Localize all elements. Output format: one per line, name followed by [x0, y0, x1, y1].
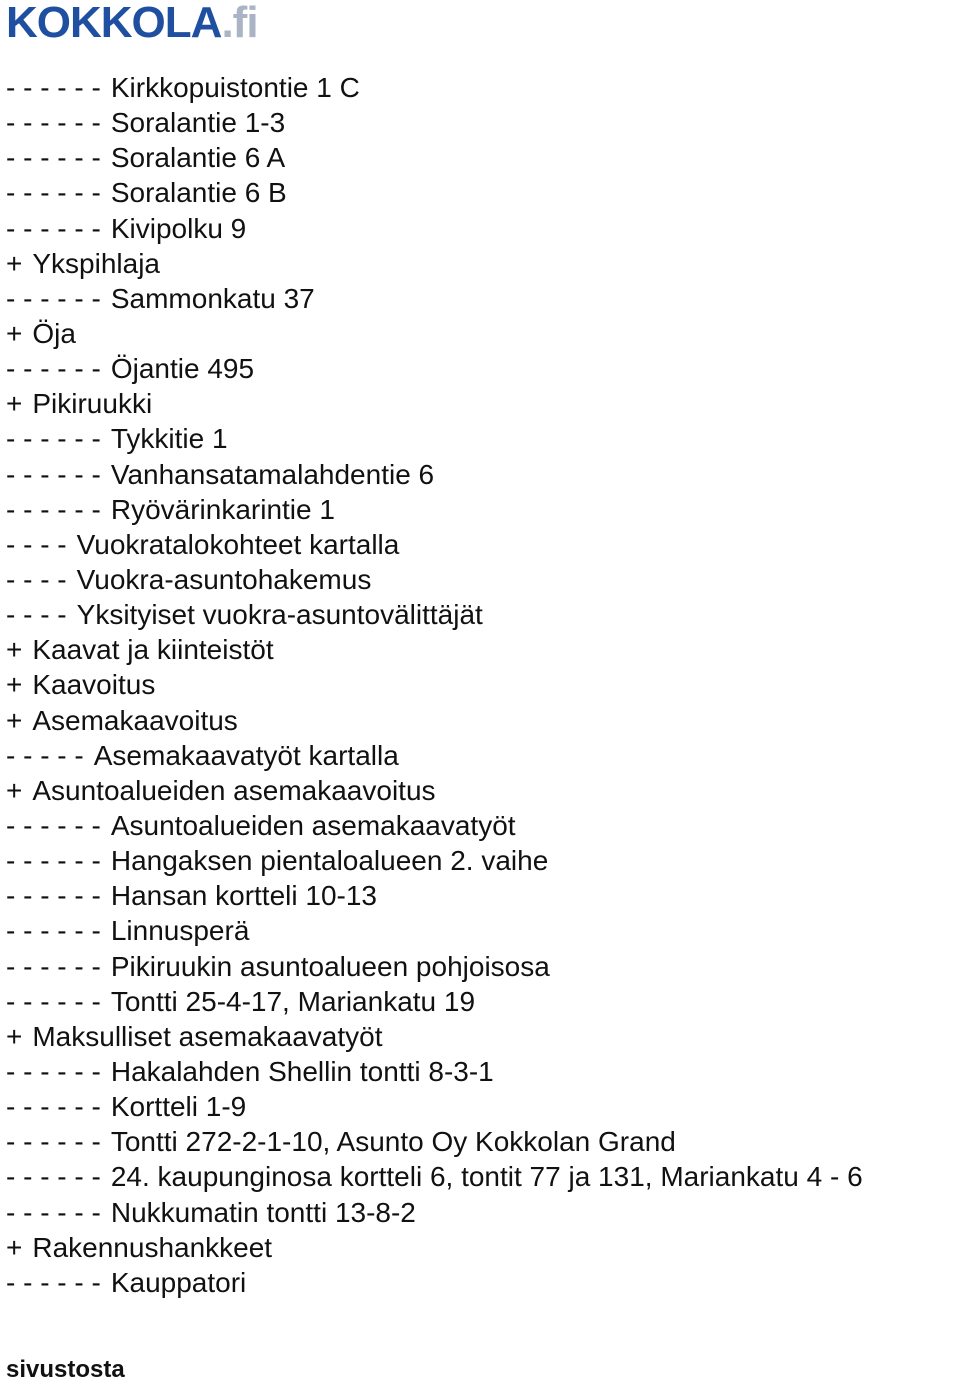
tree-level-marker: + — [6, 669, 23, 701]
tree-level-marker: + — [6, 774, 23, 806]
sitemap-item-link[interactable]: Vanhansatamalahdentie 6 — [110, 458, 435, 490]
sitemap-item-link[interactable]: Ryövärinkarintie 1 — [110, 493, 335, 525]
footer-link-sivustosta[interactable]: sivustosta — [6, 1356, 125, 1383]
sitemap-item-link[interactable]: Tykkitie 1 — [110, 423, 228, 455]
tree-level-marker: - - - - - - — [6, 458, 101, 490]
tree-level-marker: - - - - - - — [6, 915, 101, 947]
logo-brand-text: KOKKOLA — [6, 0, 222, 47]
sitemap-item-link[interactable]: Nukkumatin tontti 13-8-2 — [110, 1196, 416, 1228]
sitemap-item[interactable] — [6, 1054, 863, 1089]
sitemap-item-link[interactable]: Soralantie 6 B — [110, 177, 287, 209]
sitemap-item[interactable] — [6, 246, 863, 281]
kokkola-logo[interactable] — [6, 1, 258, 45]
tree-level-marker: + — [6, 388, 23, 420]
tree-level-marker: + — [6, 1020, 23, 1052]
sitemap-item[interactable] — [6, 527, 863, 562]
tree-level-marker: - - - - - - — [6, 423, 101, 455]
sitemap-item-link[interactable]: Hangaksen pientaloalueen 2. vaihe — [110, 845, 549, 877]
sitemap-item[interactable] — [6, 281, 863, 316]
sitemap-item-link[interactable]: Asemakaavatyöt kartalla — [93, 739, 399, 771]
sitemap-item[interactable] — [6, 457, 863, 492]
sitemap-item[interactable] — [6, 773, 863, 808]
sitemap-item[interactable] — [6, 562, 863, 597]
sitemap-item[interactable] — [6, 703, 863, 738]
sitemap-item-link[interactable]: Kortteli 1-9 — [110, 1091, 247, 1123]
sitemap-item-link[interactable]: Hansan kortteli 10-13 — [110, 880, 377, 912]
tree-level-marker: - - - - - - — [6, 880, 101, 912]
sitemap-item[interactable] — [6, 667, 863, 702]
sitemap-item-link[interactable]: Asuntoalueiden asemakaavatyöt — [110, 809, 516, 841]
sitemap-item-link[interactable]: Kaavat ja kiinteistöt — [32, 634, 274, 666]
sitemap-item-link[interactable]: Maksulliset asemakaavatyöt — [32, 1020, 383, 1052]
tree-level-marker: - - - - - - — [6, 1161, 101, 1193]
sitemap-item-link[interactable]: Pikiruukki — [32, 388, 153, 420]
sitemap-item[interactable] — [6, 1089, 863, 1124]
tree-level-marker: - - - - - - — [6, 353, 101, 385]
sitemap-item-link[interactable]: Kaavoitus — [32, 669, 156, 701]
sitemap-item-link[interactable]: 24. kaupunginosa kortteli 6, tontit 77 ja 131, Mariankatu 4 - 6 — [110, 1161, 863, 1193]
sitemap-item[interactable] — [6, 808, 863, 843]
sitemap-item-link[interactable]: Soralantie 1-3 — [110, 107, 286, 139]
sitemap-item-link[interactable]: Öja — [32, 317, 76, 349]
tree-level-marker: + — [6, 634, 23, 666]
tree-level-marker: + — [6, 704, 23, 736]
sitemap-item-link[interactable]: Tontti 25-4-17, Mariankatu 19 — [110, 985, 476, 1017]
sitemap-item[interactable] — [6, 211, 863, 246]
sitemap-item[interactable] — [6, 1230, 863, 1265]
sitemap-item-link[interactable]: Öjantie 495 — [110, 353, 255, 385]
sitemap-item[interactable] — [6, 1265, 863, 1300]
tree-level-marker: - - - - — [6, 528, 67, 560]
tree-level-marker: - - - - - - — [6, 845, 101, 877]
sitemap-item[interactable] — [6, 492, 863, 527]
sitemap-item[interactable] — [6, 738, 863, 773]
sitemap-item[interactable] — [6, 597, 863, 632]
tree-level-marker: - - - - - - — [6, 1266, 101, 1298]
sitemap-item[interactable] — [6, 175, 863, 210]
logo-tld-text: .fi — [221, 0, 258, 47]
sitemap-item-link[interactable]: Pikiruukin asuntoalueen pohjoisosa — [110, 950, 550, 982]
tree-level-marker: - - - - — [6, 563, 67, 595]
sitemap-item-link[interactable]: Tontti 272-2-1-10, Asunto Oy Kokkolan Grand — [110, 1126, 676, 1158]
sitemap-item[interactable] — [6, 984, 863, 1019]
tree-level-marker: + — [6, 317, 23, 349]
sitemap-item-link[interactable]: Vuokra-asuntohakemus — [76, 563, 372, 595]
sitemap-item-link[interactable]: Kirkkopuistontie 1 C — [110, 72, 360, 103]
sitemap-item-link[interactable]: Hakalahden Shellin tontti 8-3-1 — [110, 1055, 494, 1087]
sitemap-item-link[interactable]: Ykspihlaja — [32, 247, 160, 279]
tree-level-marker: + — [6, 1231, 23, 1263]
sitemap-item[interactable] — [6, 140, 863, 175]
sitemap-item[interactable] — [6, 351, 863, 386]
sitemap-item[interactable] — [6, 949, 863, 984]
sitemap-list — [6, 70, 863, 1300]
tree-level-marker: - - - - - — [6, 739, 84, 771]
tree-level-marker: - - - - - - — [6, 809, 101, 841]
sitemap-item-link[interactable]: Rakennushankkeet — [32, 1231, 273, 1263]
tree-level-marker: - - - - - - — [6, 142, 101, 174]
tree-level-marker: - - - - — [6, 599, 67, 631]
sitemap-item[interactable] — [6, 878, 863, 913]
tree-level-marker: - - - - - - — [6, 177, 101, 209]
sitemap-item-link[interactable]: Vuokratalokohteet kartalla — [76, 528, 400, 560]
sitemap-item[interactable] — [6, 1195, 863, 1230]
sitemap-item[interactable] — [6, 1159, 863, 1194]
tree-level-marker: - - - - - - — [6, 282, 101, 314]
sitemap-item[interactable] — [6, 316, 863, 351]
sitemap-item-link[interactable]: Asemakaavoitus — [32, 704, 238, 736]
sitemap-item[interactable] — [6, 913, 863, 948]
sitemap-item[interactable] — [6, 105, 863, 140]
sitemap-item-link[interactable]: Asuntoalueiden asemakaavoitus — [32, 774, 436, 806]
tree-level-marker: - - - - - - — [6, 1196, 101, 1228]
sitemap-item-link[interactable]: Sammonkatu 37 — [110, 282, 315, 314]
tree-level-marker: - - - - - - — [6, 1091, 101, 1123]
tree-level-marker: - - - - - - — [6, 1055, 101, 1087]
sitemap-item-link[interactable]: Soralantie 6 A — [110, 142, 286, 174]
sitemap-item-link[interactable]: Yksityiset vuokra-asuntovälittäjät — [76, 599, 483, 631]
tree-level-marker: - - - - - - — [6, 72, 101, 103]
tree-level-marker: - - - - - - — [6, 107, 101, 139]
sitemap-item[interactable] — [6, 632, 863, 667]
sitemap-item[interactable] — [6, 1124, 863, 1159]
tree-level-marker: - - - - - - — [6, 493, 101, 525]
sitemap-item[interactable] — [6, 386, 863, 421]
tree-level-marker: + — [6, 247, 23, 279]
sitemap-item[interactable] — [6, 843, 863, 878]
sitemap-item[interactable] — [6, 1019, 863, 1054]
sitemap-item-link[interactable]: Kauppatori — [110, 1266, 247, 1298]
tree-level-marker: - - - - - - — [6, 1126, 101, 1158]
sitemap-item-link[interactable]: Linnusperä — [110, 915, 250, 947]
sitemap-item-link[interactable]: Kivipolku 9 — [110, 212, 247, 244]
tree-level-marker: - - - - - - — [6, 985, 101, 1017]
sitemap-item[interactable] — [6, 421, 863, 456]
sitemap-item[interactable] — [6, 70, 863, 105]
tree-level-marker: - - - - - - — [6, 950, 101, 982]
tree-level-marker: - - - - - - — [6, 212, 101, 244]
